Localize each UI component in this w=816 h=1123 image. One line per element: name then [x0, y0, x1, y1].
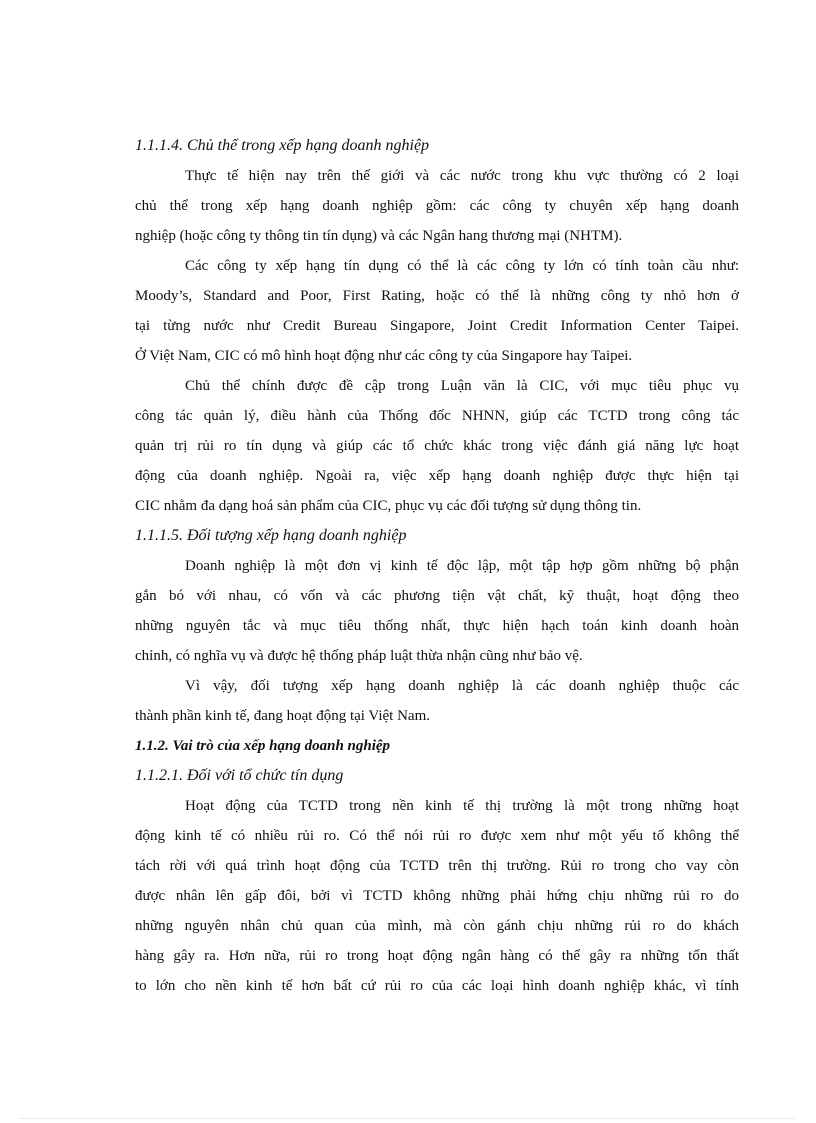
text-line: những nguyên nhân chủ quan của mình, mà còn gánh chịu những rủi ro do khách	[135, 918, 739, 934]
text-line: Thực tế hiện nay trên thế giới và các nước trong khu vực thường có 2 loại	[185, 168, 739, 184]
text-line: được nhân lên gấp đôi, bởi vì TCTD không những phải hứng chịu những rủi ro do	[135, 888, 739, 904]
text-line: Doanh nghiệp là một đơn vị kinh tế độc lập, một tập hợp gồm những bộ phận	[185, 558, 739, 574]
text-line: to lớn cho nền kinh tế hơn bất cứ rủi ro của các loại hình doanh nghiệp khác, vì tính	[135, 978, 739, 994]
paragraph	[135, 551, 739, 671]
paragraph	[135, 791, 739, 1001]
text-line: động của doanh nghiệp. Ngoài ra, việc xếp hạng doanh nghiệp được thực hiện tại	[135, 468, 739, 484]
paragraph	[135, 371, 739, 521]
text-line: CIC nhằm đa dạng hoá sản phẩm của CIC, phục vụ các đối tượng sử dụng thông tin.	[135, 498, 642, 514]
text-line: động kinh tế có nhiều rủi ro. Có thể nói rủi ro được xem như một yếu tố không thể	[135, 828, 739, 844]
text-line: Hoạt động của TCTD trong nền kinh tế thị trường là một trong những hoạt	[185, 798, 739, 814]
text-line: chỉnh, có nghĩa vụ và được hệ thống pháp luật thừa nhận cũng như bảo vệ.	[135, 648, 583, 664]
text-line: tách rời với quá trình hoạt động của TCTD trên thị trường. Rủi ro trong cho vay còn	[135, 858, 739, 874]
text-line: Vì vậy, đối tượng xếp hạng doanh nghiệp là các doanh nghiệp thuộc các	[185, 678, 739, 694]
section-heading: 1.1.1.4. Chủ thể trong xếp hạng doanh nghiệp	[135, 137, 430, 154]
text-line: thành phần kinh tế, đang hoạt động tại Việt Nam.	[135, 708, 431, 724]
section-heading: 1.1.1.5. Đối tượng xếp hạng doanh nghiệp	[135, 527, 407, 544]
text-line: quản trị rủi ro tín dụng và giúp các tổ chức khác trong việc đánh giá năng lực hoạt	[135, 438, 739, 454]
text-line: Các công ty xếp hạng tín dụng có thể là các công ty lớn có tính toàn cầu như:	[185, 258, 739, 274]
text-line: gắn bó với nhau, có vốn và các phương tiện vật chất, kỹ thuật, hoạt động theo	[135, 588, 739, 604]
page-bottom-divider	[20, 1118, 796, 1119]
subsection-heading: 1.1.2.1. Đối với tổ chức tín dụng	[135, 767, 344, 784]
section-heading-bold: 1.1.2. Vai trò của xếp hạng doanh nghiệp	[135, 738, 391, 754]
text-line: nghiệp (hoặc công ty thông tin tín dụng) và các Ngân hang thương mại (NHTM).	[135, 228, 623, 244]
text-line: những nguyên tắc và mục tiêu thống nhất, thực hiện hạch toán kinh doanh hoàn	[135, 618, 739, 634]
text-line: Ở Việt Nam, CIC có mô hình hoạt động như các công ty của Singapore hay Taipei.	[135, 348, 633, 364]
paragraph	[135, 671, 739, 731]
document-body	[135, 131, 739, 1001]
text-line: công tác quản lý, điều hành của Thống đốc NHNN, giúp các TCTD trong công tác	[135, 408, 739, 424]
paragraph	[135, 251, 739, 371]
text-line: tại từng nước như Credit Bureau Singapore, Joint Credit Information Center Taipei.	[135, 318, 739, 334]
paragraph	[135, 161, 739, 251]
text-line: chủ thể trong xếp hạng doanh nghiệp gồm: các công ty chuyên xếp hạng doanh	[135, 198, 739, 214]
text-line: Moody’s, Standard and Poor, First Rating, hoặc có thể là những công ty nhỏ hơn ở	[135, 288, 739, 304]
text-line: hàng gây ra. Hơn nữa, rủi ro trong hoạt động ngân hàng có thể gây ra những tổn thất	[135, 948, 739, 964]
text-line: Chủ thể chính được đề cập trong Luận văn là CIC, với mục tiêu phục vụ	[185, 378, 739, 394]
